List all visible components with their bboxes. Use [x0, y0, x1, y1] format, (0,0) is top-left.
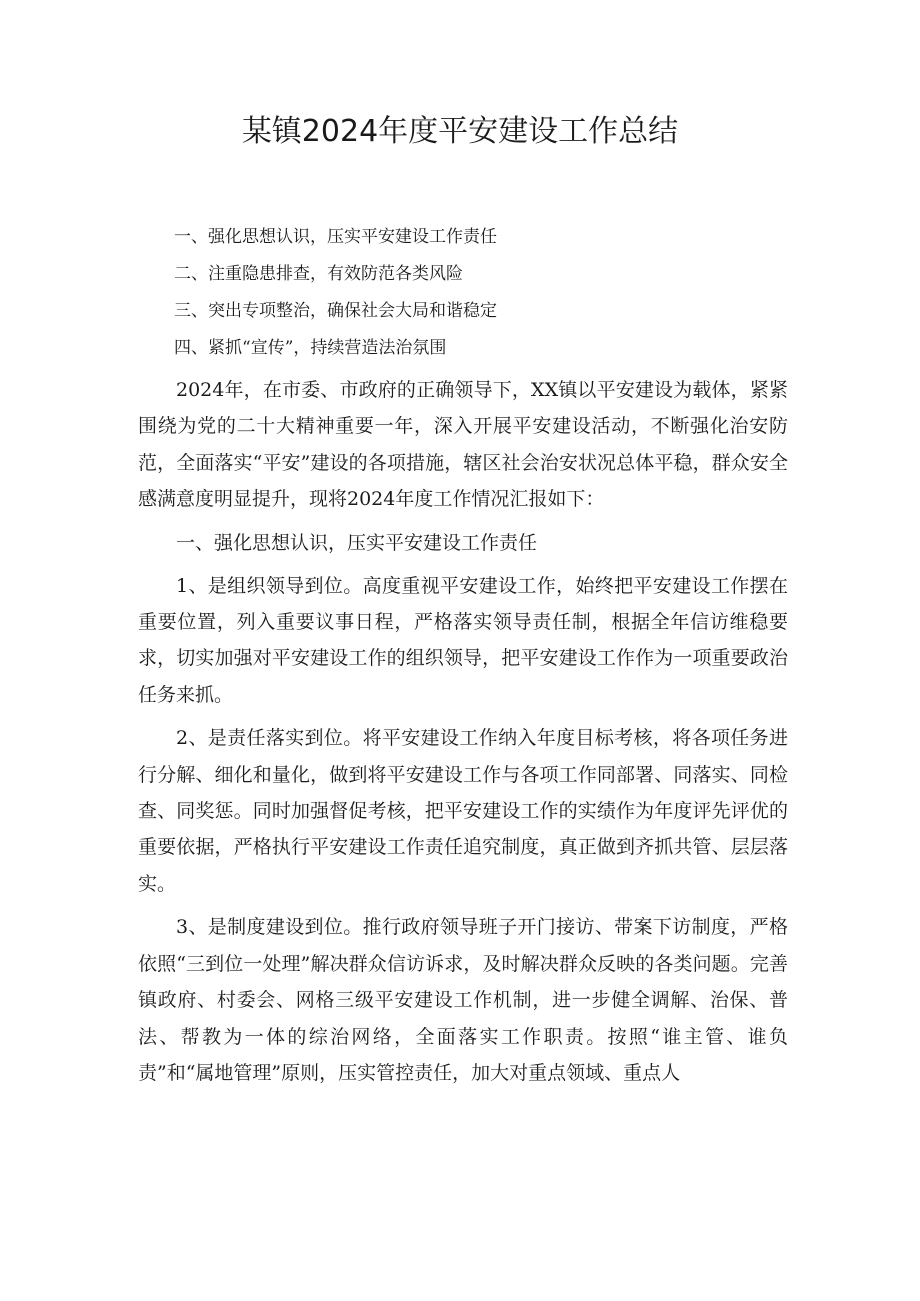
document-body [138, 372, 788, 1091]
toc-item: 三、突出专项整治，确保社会大局和谐稳定 [174, 301, 497, 321]
body-paragraph: 2、是责任落实到位。将平安建设工作纳入年度目标考核，将各项任务进行分解、细化和量化，做到将平安建设工作与各项工作同部署、同落实、同检查、同奖惩。同时加强督促考核，把平安建设工作的实绩作为年度评先评优的重要依据，严格执行平安建设工作责任追究制度，真正做到齐抓共管、层层落实。 [138, 727, 788, 895]
body-paragraph: 1、是组织领导到位。高度重视平安建设工作，始终把平安建设工作摆在重要位置，列入重要议事日程，严格落实领导责任制，根据全年信访维稳要求，切实加强对平安建设工作的组织领导，把平安建设工作作为一项重要政治任务来抓。 [138, 574, 788, 706]
section-heading: 一、强化思想认识，压实平安建设工作责任 [176, 531, 538, 554]
document-title: 某镇2024年度平安建设工作总结 [241, 114, 679, 149]
intro-paragraph: 2024年，在市委、市政府的正确领导下，XX镇以平安建设为载体，紧紧围绕为党的二十大精神重要一年，深入开展平安建设活动，不断强化治安防范，全面落实“平安”建设的各项措施，辖区社会治安状况总体平稳，群众安全感满意度明显提升，现将2024年度工作情况汇报如下： [138, 379, 788, 511]
body-paragraph: 3、是制度建设到位。推行政府领导班子开门接访、带案下访制度，严格依照“三到位一处理”解决群众信访诉求，及时解决群众反映的各类问题。完善镇政府、村委会、网格三级平安建设工作机制，进一步健全调解、治保、普法、帮教为一体的综治网络，全面落实工作职责。按照“谁主管、谁负责”和“属地管理”原则，压实管控责任，加大对重点领域、重点人 [138, 916, 788, 1084]
table-of-contents [174, 224, 774, 372]
toc-item: 一、强化思想认识，压实平安建设工作责任 [174, 227, 497, 247]
toc-item: 四、紧抓“宣传”，持续营造法治氛围 [174, 338, 447, 358]
toc-item: 二、注重隐患排查，有效防范各类风险 [174, 264, 463, 284]
